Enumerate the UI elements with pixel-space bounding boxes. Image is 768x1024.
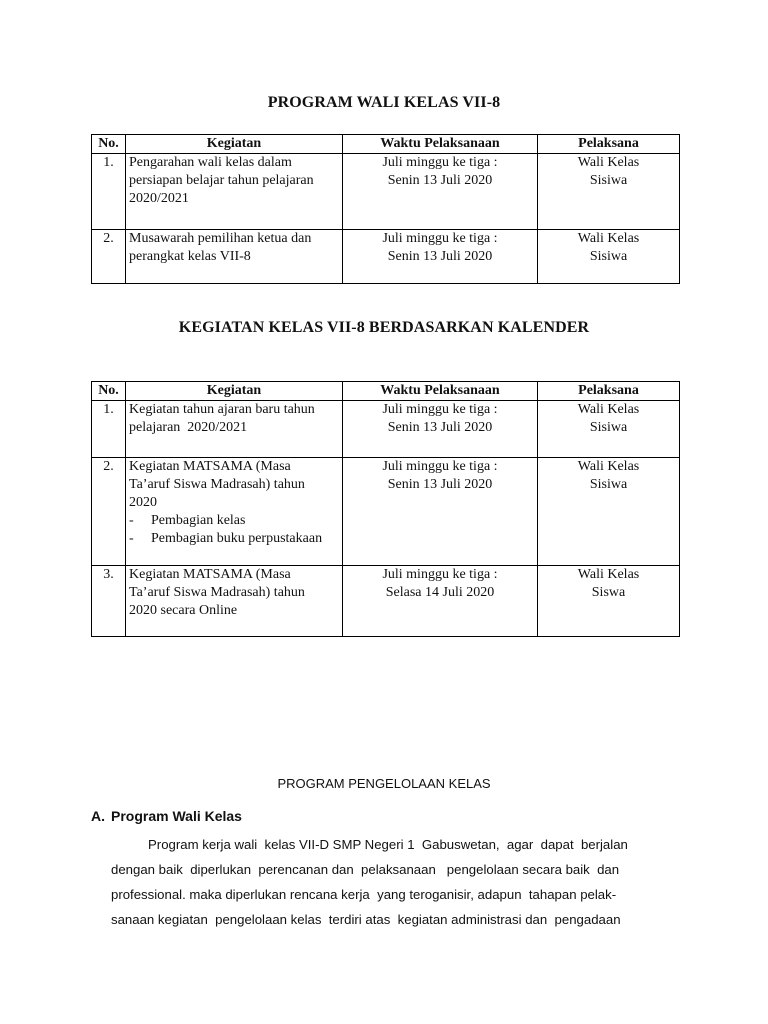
header-no: No. [92,135,126,154]
cell-line: Sisiwa [589,173,628,188]
table-row [92,154,680,230]
cell-line: 2020/2021 [129,191,189,206]
cell-line: Kegiatan MATSAMA (Masa [129,567,291,582]
cell-line: Musawarah pemilihan ketua dan [129,231,312,246]
list-item: - Pembagian kelas [129,513,246,528]
subsection-letter: A. [91,808,105,824]
cell-waktu [343,230,538,284]
paragraph-line: dengan baik diperlukan perencanan dan pelaksanaan pengelolaan secara baik dan [111,862,620,877]
section-title: PROGRAM PENGELOLAAN KELAS [277,776,491,791]
cell-kegiatan [126,230,343,284]
header-pelaksana: Pelaksana [538,382,680,401]
cell-line: Wali Kelas [577,459,640,474]
table-header-row [92,135,680,154]
cell-pelaksana [538,566,680,637]
paragraph-line: sanaan kegiatan pengelolaan kelas terdiri atas kegiatan administrasi dan pengadaan [111,912,621,927]
cell-line: 2020 secara Online [129,603,238,618]
cell-line: Juli minggu ke tiga : [382,567,498,582]
table-row [92,458,680,566]
cell-line: Senin 13 Juli 2020 [387,420,493,435]
subsection-heading [91,808,242,824]
table-row [92,230,680,284]
header-kegiatan: Kegiatan [126,135,343,154]
cell-waktu [343,566,538,637]
cell-line: Sisiwa [589,249,628,264]
cell-line: Wali Kelas [577,402,640,417]
cell-line: perangkat kelas VII-8 [129,249,251,264]
header-waktu: Waktu Pelaksanaan [343,382,538,401]
header-kegiatan: Kegiatan [126,382,343,401]
paragraph-line: professional. maka diperlukan rencana kerja yang teroganisir, adapun tahapan pelak- [111,887,617,902]
cell-line: Wali Kelas [577,231,640,246]
cell-waktu [343,401,538,458]
cell-kegiatan [126,401,343,458]
cell-no: 1. [92,154,126,230]
cell-pelaksana [538,154,680,230]
header-waktu: Waktu Pelaksanaan [343,135,538,154]
cell-line: Siswa [591,585,626,600]
cell-no: 3. [92,566,126,637]
table1-title: PROGRAM WALI KELAS VII-8 [267,94,501,111]
cell-line: Senin 13 Juli 2020 [387,249,493,264]
sub-activity-label: Pembagian buku perpustakaan [151,531,323,546]
paragraph-line: Program kerja wali kelas VII-D SMP Negeri 1 Gabuswetan, agar dapat berjalan [148,837,628,852]
cell-line: Senin 13 Juli 2020 [387,173,493,188]
cell-line: persiapan belajar tahun pelajaran [129,173,314,188]
cell-line: Selasa 14 Juli 2020 [385,585,495,600]
cell-no: 2. [92,230,126,284]
header-pelaksana: Pelaksana [538,135,680,154]
paragraph [111,832,656,932]
cell-line: Wali Kelas [577,155,640,170]
cell-line: Juli minggu ke tiga : [382,231,498,246]
table-row [92,401,680,458]
cell-kegiatan [126,154,343,230]
table-row [92,566,680,637]
list-item: - Pembagian buku perpustakaan [129,531,323,546]
table2-title: KEGIATAN KELAS VII-8 BERDASARKAN KALENDER [178,319,590,336]
cell-kegiatan [126,458,343,566]
cell-line: Ta’aruf Siswa Madrasah) tahun [129,477,305,492]
cell-pelaksana [538,401,680,458]
header-no: No. [92,382,126,401]
cell-line: Sisiwa [589,420,628,435]
subsection-title: Program Wali Kelas [111,808,242,824]
cell-line: Wali Kelas [577,567,640,582]
sub-activity-list [129,512,339,548]
cell-line: Pengarahan wali kelas dalam [129,155,292,170]
cell-no: 2. [92,458,126,566]
cell-line: 2020 [129,495,157,510]
cell-line: Kegiatan MATSAMA (Masa [129,459,291,474]
program-wali-kelas-table [91,134,680,284]
cell-line: Juli minggu ke tiga : [382,459,498,474]
cell-waktu [343,154,538,230]
cell-line: Sisiwa [589,477,628,492]
cell-pelaksana [538,230,680,284]
cell-line: Juli minggu ke tiga : [382,155,498,170]
cell-line: Kegiatan tahun ajaran baru tahun [129,402,315,417]
cell-kegiatan [126,566,343,637]
cell-line: Juli minggu ke tiga : [382,402,498,417]
cell-no: 1. [92,401,126,458]
cell-line: pelajaran 2020/2021 [129,420,248,435]
kegiatan-kalender-table [91,381,680,637]
cell-waktu [343,458,538,566]
table-header-row [92,382,680,401]
sub-activity-label: Pembagian kelas [151,513,246,528]
cell-line: Ta’aruf Siswa Madrasah) tahun [129,585,305,600]
cell-pelaksana [538,458,680,566]
cell-line: Senin 13 Juli 2020 [387,477,493,492]
